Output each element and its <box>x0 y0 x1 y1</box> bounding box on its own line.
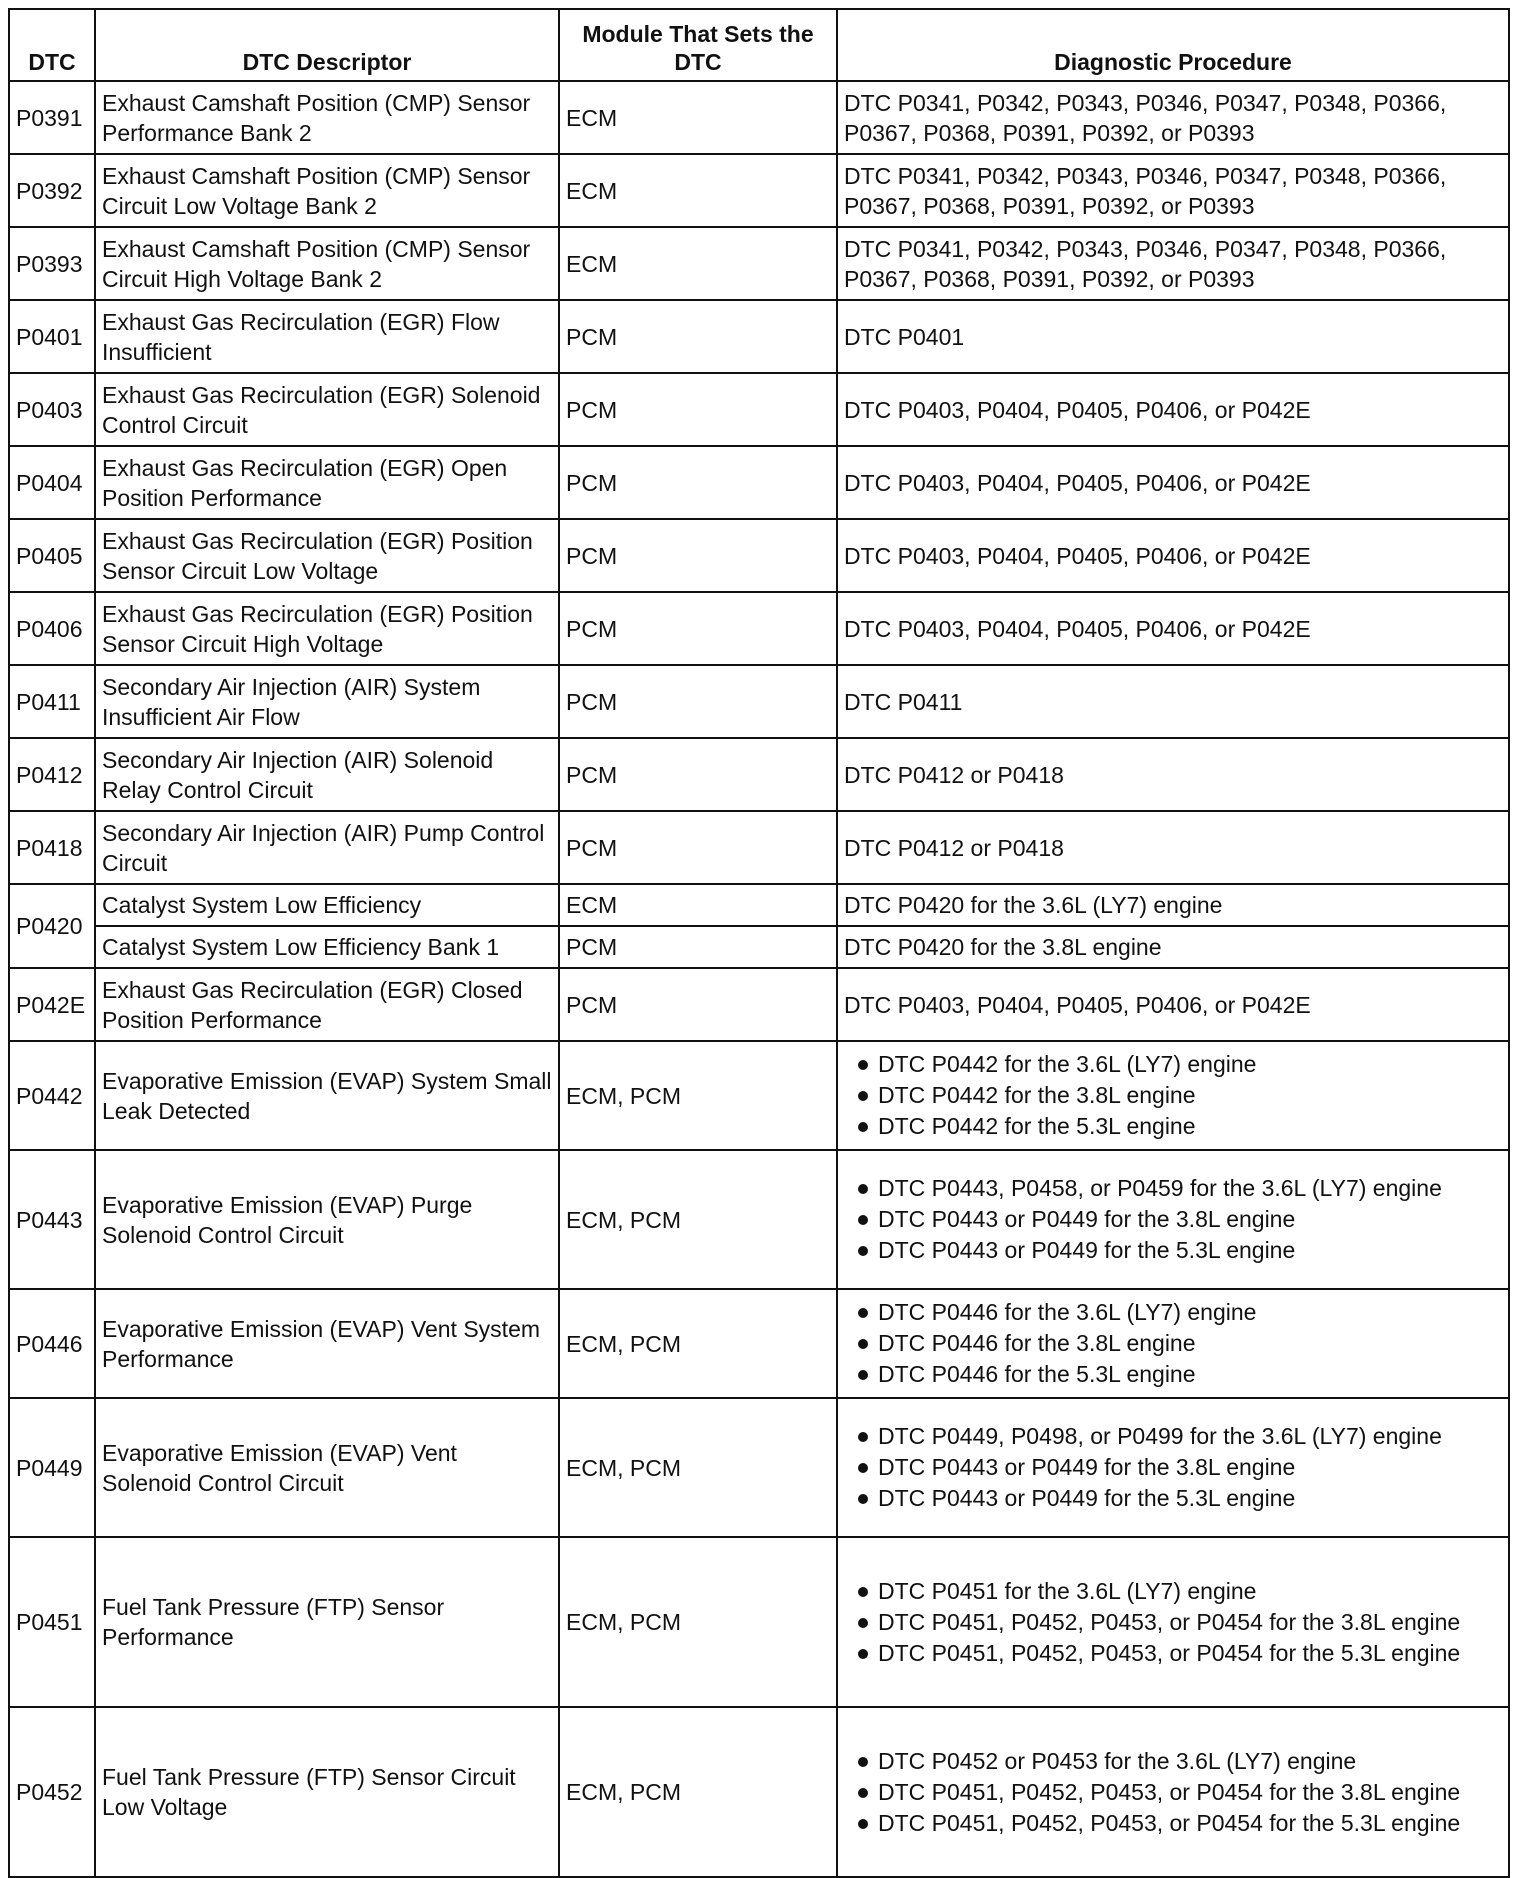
procedure-item: DTC P0442 for the 5.3L engine <box>844 1111 1502 1142</box>
dtc-code: P0446 <box>9 1289 95 1398</box>
procedure <box>837 1289 1509 1398</box>
table-row <box>9 227 1509 300</box>
dtc-descriptor: Catalyst System Low Efficiency <box>95 884 559 926</box>
dtc-descriptor: Evaporative Emission (EVAP) Vent Solenoid Control Circuit <box>95 1398 559 1537</box>
module: ECM <box>559 81 837 154</box>
dtc-code: P0404 <box>9 446 95 519</box>
dtc-descriptor: Exhaust Camshaft Position (CMP) Sensor Circuit High Voltage Bank 2 <box>95 227 559 300</box>
table-row <box>9 926 1509 968</box>
table-row <box>9 811 1509 884</box>
procedure: DTC P0403, P0404, P0405, P0406, or P042E <box>837 446 1509 519</box>
procedure-item: DTC P0451, P0452, P0453, or P0454 for the 5.3L engine <box>844 1638 1502 1669</box>
procedure-item: DTC P0442 for the 3.8L engine <box>844 1080 1502 1111</box>
module: PCM <box>559 519 837 592</box>
procedure-item: DTC P0451, P0452, P0453, or P0454 for the 3.8L engine <box>844 1777 1502 1808</box>
procedure <box>837 1150 1509 1289</box>
table-row <box>9 884 1509 926</box>
table-row <box>9 519 1509 592</box>
table-row <box>9 968 1509 1041</box>
procedure-item: DTC P0443 or P0449 for the 5.3L engine <box>844 1483 1502 1514</box>
procedure-item: DTC P0446 for the 3.6L (LY7) engine <box>844 1297 1502 1328</box>
table-row <box>9 1289 1509 1398</box>
dtc-descriptor: Catalyst System Low Efficiency Bank 1 <box>95 926 559 968</box>
procedure <box>837 1398 1509 1537</box>
procedure-list <box>844 1049 1502 1142</box>
dtc-code: P0405 <box>9 519 95 592</box>
header-procedure: Diagnostic Procedure <box>837 9 1509 81</box>
header-module: Module That Sets the DTC <box>559 9 837 81</box>
module: ECM, PCM <box>559 1707 837 1877</box>
module: PCM <box>559 665 837 738</box>
procedure-list <box>844 1421 1502 1514</box>
procedure-item: DTC P0449, P0498, or P0499 for the 3.6L (LY7) engine <box>844 1421 1502 1452</box>
table-row <box>9 738 1509 811</box>
procedure-item: DTC P0443, P0458, or P0459 for the 3.6L (LY7) engine <box>844 1173 1502 1204</box>
table-row <box>9 1707 1509 1877</box>
procedure-item: DTC P0446 for the 5.3L engine <box>844 1359 1502 1390</box>
dtc-code: P0412 <box>9 738 95 811</box>
table-row <box>9 1150 1509 1289</box>
module: PCM <box>559 373 837 446</box>
table-row <box>9 373 1509 446</box>
header-row <box>9 9 1509 81</box>
procedure: DTC P0411 <box>837 665 1509 738</box>
module: PCM <box>559 446 837 519</box>
procedure: DTC P0420 for the 3.6L (LY7) engine <box>837 884 1509 926</box>
table-row <box>9 665 1509 738</box>
table-row <box>9 81 1509 154</box>
procedure <box>837 1707 1509 1877</box>
module: ECM <box>559 884 837 926</box>
dtc-code: P0418 <box>9 811 95 884</box>
dtc-descriptor: Exhaust Gas Recirculation (EGR) Solenoid Control Circuit <box>95 373 559 446</box>
table-row <box>9 446 1509 519</box>
table-row <box>9 1398 1509 1537</box>
dtc-descriptor: Secondary Air Injection (AIR) Solenoid Relay Control Circuit <box>95 738 559 811</box>
module: PCM <box>559 811 837 884</box>
dtc-descriptor: Fuel Tank Pressure (FTP) Sensor Performance <box>95 1537 559 1707</box>
procedure: DTC P0412 or P0418 <box>837 811 1509 884</box>
module: PCM <box>559 300 837 373</box>
table-row <box>9 1537 1509 1707</box>
procedure-item: DTC P0443 or P0449 for the 5.3L engine <box>844 1235 1502 1266</box>
procedure: DTC P0403, P0404, P0405, P0406, or P042E <box>837 519 1509 592</box>
dtc-code: P0443 <box>9 1150 95 1289</box>
procedure-list <box>844 1576 1502 1669</box>
dtc-descriptor: Exhaust Gas Recirculation (EGR) Open Position Performance <box>95 446 559 519</box>
module: ECM, PCM <box>559 1150 837 1289</box>
table-row <box>9 154 1509 227</box>
procedure <box>837 1041 1509 1150</box>
dtc-code: P0420 <box>9 884 95 968</box>
dtc-descriptor: Exhaust Gas Recirculation (EGR) Position Sensor Circuit Low Voltage <box>95 519 559 592</box>
procedure <box>837 1537 1509 1707</box>
dtc-code: P0393 <box>9 227 95 300</box>
module: ECM, PCM <box>559 1398 837 1537</box>
dtc-code: P0392 <box>9 154 95 227</box>
procedure-item: DTC P0452 or P0453 for the 3.6L (LY7) engine <box>844 1746 1502 1777</box>
dtc-descriptor: Evaporative Emission (EVAP) System Small Leak Detected <box>95 1041 559 1150</box>
dtc-descriptor: Evaporative Emission (EVAP) Purge Solenoid Control Circuit <box>95 1150 559 1289</box>
procedure-list <box>844 1746 1502 1839</box>
dtc-descriptor: Fuel Tank Pressure (FTP) Sensor Circuit Low Voltage <box>95 1707 559 1877</box>
module: ECM, PCM <box>559 1289 837 1398</box>
dtc-descriptor: Secondary Air Injection (AIR) System Insufficient Air Flow <box>95 665 559 738</box>
dtc-descriptor: Exhaust Camshaft Position (CMP) Sensor Performance Bank 2 <box>95 81 559 154</box>
procedure: DTC P0403, P0404, P0405, P0406, or P042E <box>837 373 1509 446</box>
module: ECM <box>559 227 837 300</box>
table-row <box>9 300 1509 373</box>
dtc-descriptor: Exhaust Camshaft Position (CMP) Sensor Circuit Low Voltage Bank 2 <box>95 154 559 227</box>
procedure-item: DTC P0443 or P0449 for the 3.8L engine <box>844 1204 1502 1235</box>
dtc-table <box>8 8 1510 1878</box>
dtc-descriptor: Evaporative Emission (EVAP) Vent System Performance <box>95 1289 559 1398</box>
dtc-code: P0411 <box>9 665 95 738</box>
dtc-code: P0452 <box>9 1707 95 1877</box>
module: PCM <box>559 592 837 665</box>
procedure: DTC P0412 or P0418 <box>837 738 1509 811</box>
dtc-code: P0391 <box>9 81 95 154</box>
dtc-descriptor: Exhaust Gas Recirculation (EGR) Position Sensor Circuit High Voltage <box>95 592 559 665</box>
procedure-item: DTC P0451, P0452, P0453, or P0454 for the 3.8L engine <box>844 1607 1502 1638</box>
module: PCM <box>559 926 837 968</box>
module: ECM, PCM <box>559 1537 837 1707</box>
header-dtc: DTC <box>9 9 95 81</box>
dtc-code: P0442 <box>9 1041 95 1150</box>
module: PCM <box>559 968 837 1041</box>
module: ECM, PCM <box>559 1041 837 1150</box>
table-row <box>9 592 1509 665</box>
dtc-descriptor: Exhaust Gas Recirculation (EGR) Flow Insufficient <box>95 300 559 373</box>
procedure: DTC P0420 for the 3.8L engine <box>837 926 1509 968</box>
procedure-item: DTC P0451 for the 3.6L (LY7) engine <box>844 1576 1502 1607</box>
procedure-item: DTC P0446 for the 3.8L engine <box>844 1328 1502 1359</box>
dtc-descriptor: Exhaust Gas Recirculation (EGR) Closed Position Performance <box>95 968 559 1041</box>
dtc-code: P0451 <box>9 1537 95 1707</box>
dtc-code: P0406 <box>9 592 95 665</box>
table-row <box>9 1041 1509 1150</box>
procedure-list <box>844 1297 1502 1390</box>
procedure: DTC P0403, P0404, P0405, P0406, or P042E <box>837 592 1509 665</box>
procedure: DTC P0341, P0342, P0343, P0346, P0347, P0348, P0366, P0367, P0368, P0391, P0392, or P0393 <box>837 81 1509 154</box>
procedure-list <box>844 1173 1502 1266</box>
procedure-item: DTC P0442 for the 3.6L (LY7) engine <box>844 1049 1502 1080</box>
dtc-code: P0403 <box>9 373 95 446</box>
module: ECM <box>559 154 837 227</box>
dtc-code: P0401 <box>9 300 95 373</box>
module: PCM <box>559 738 837 811</box>
header-descriptor: DTC Descriptor <box>95 9 559 81</box>
procedure-item: DTC P0443 or P0449 for the 3.8L engine <box>844 1452 1502 1483</box>
procedure: DTC P0341, P0342, P0343, P0346, P0347, P0348, P0366, P0367, P0368, P0391, P0392, or P0393 <box>837 154 1509 227</box>
procedure: DTC P0401 <box>837 300 1509 373</box>
procedure-item: DTC P0451, P0452, P0453, or P0454 for the 5.3L engine <box>844 1808 1502 1839</box>
dtc-code: P042E <box>9 968 95 1041</box>
dtc-descriptor: Secondary Air Injection (AIR) Pump Control Circuit <box>95 811 559 884</box>
dtc-code: P0449 <box>9 1398 95 1537</box>
procedure: DTC P0403, P0404, P0405, P0406, or P042E <box>837 968 1509 1041</box>
procedure: DTC P0341, P0342, P0343, P0346, P0347, P0348, P0366, P0367, P0368, P0391, P0392, or P0393 <box>837 227 1509 300</box>
